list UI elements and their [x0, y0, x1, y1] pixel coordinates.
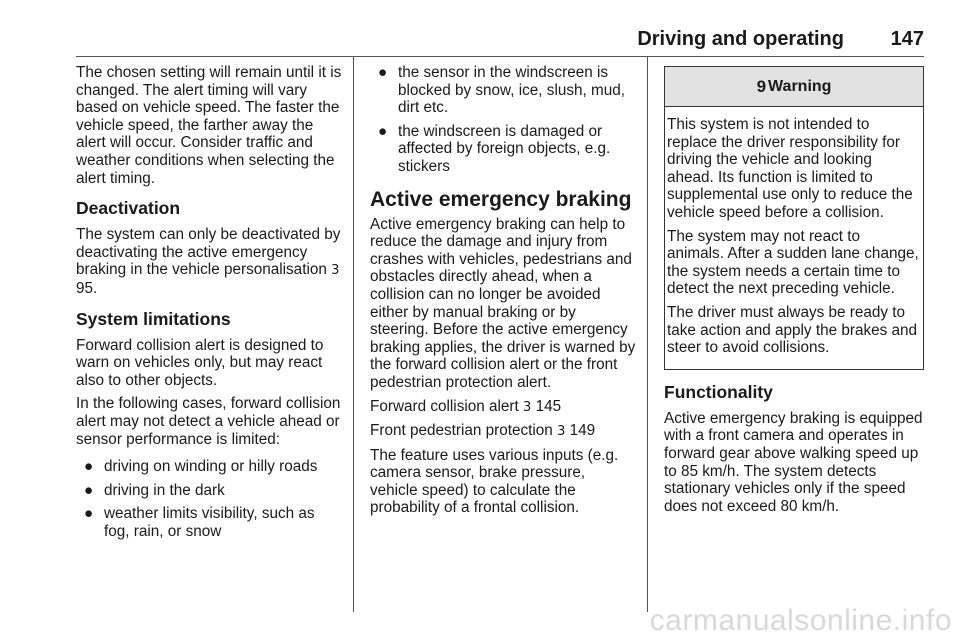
list-item: ● driving in the dark: [84, 481, 225, 499]
deactivation-paragraph: [76, 226, 344, 297]
list-item: ● weather limits visibility, such as fog, rain, or snow: [84, 505, 315, 540]
warning-box: [664, 66, 924, 370]
page-header: [76, 28, 924, 52]
page-title: Driving and operating: [637, 28, 844, 50]
warning-body: [665, 107, 923, 369]
list-item: ● driving on winding or hilly roads: [84, 458, 318, 476]
warning-paragraph-1: This system is not intended to replace the driver responsibility for driving the vehicle and looking ahead. Its function is limited to supplemental use only to reduce the vehicle speed before a collision.: [667, 116, 913, 221]
page-reference-icon: 3: [331, 263, 340, 279]
header-rule: [76, 56, 924, 57]
warning-header: [665, 67, 923, 107]
watermark-text: carmanualsonline.info: [649, 604, 952, 637]
intro-paragraph: The chosen setting will remain until it is changed. The alert timing will vary based on vehicle speed. The faster the vehicle speed, the farther away the alert will occur. Consider traffic and weather conditions when selecting the alert timing.: [76, 64, 342, 187]
functionality-paragraph: Active emergency braking is equipped with a front camera and operates in forward gear above walking speed up to 85 km/h. The system detects stationary vehicles only if the speed does not exceed 80 km/h.: [664, 409, 923, 515]
heading-active-emergency-braking: Active emergency braking: [370, 187, 632, 211]
page-number: 147: [890, 28, 924, 50]
warning-paragraph-2: The system may not react to animals. After a sudden lane change, the system needs a certain time to detect the next preceding vehicle.: [667, 227, 919, 298]
bullet-icon: ●: [378, 64, 388, 81]
column-divider-2: [647, 56, 648, 612]
inputs-paragraph: The feature uses various inputs (e.g. camera sensor, brake pressure, vehicle speed) to calculate the probability of a frontal collision.: [370, 446, 619, 517]
page-reference-icon: 3: [523, 399, 532, 415]
bullet-icon: ●: [84, 481, 94, 499]
heading-functionality: Functionality: [664, 381, 773, 402]
deactivation-text: The system can only be deactivated by deactivating the active emergency braking in the vehicle personalisation: [76, 226, 341, 279]
list-item: ● the windscreen is damaged or affected by foreign objects, e.g. stickers: [378, 122, 611, 175]
page-reference-icon: 3: [557, 424, 566, 440]
warning-paragraph-3: The driver must always be ready to take action and apply the brakes and steer to avoid collisions.: [667, 303, 918, 357]
deactivation-page-ref[interactable]: 95.: [76, 279, 98, 297]
bullet-icon: ●: [84, 458, 94, 476]
limitations-paragraph-2: In the following cases, forward collision alert may not detect a vehicle ahead or sensor performance is limited:: [76, 395, 341, 448]
reference-forward-collision-alert: Forward collision alert 3 145: [370, 397, 562, 415]
column-1: [76, 64, 344, 546]
reference-front-pedestrian-protection: Front pedestrian protection 3 149: [370, 422, 596, 440]
limitations-paragraph-1: Forward collision alert is designed to warn on vehicles only, but may react also to other objects.: [76, 336, 324, 389]
column-2: [370, 64, 636, 523]
page-ref-149[interactable]: 149: [569, 422, 596, 440]
warning-title: Warning: [768, 77, 832, 95]
aeb-paragraph: Active emergency braking can help to reduce the damage and injury from crashes with vehicles, pedestrians and obstacles directly ahead, when a collision can no longer be avoided either by manual braking or by steering. Before the active emergency braking applies, the driver is warned by the forward collision alert or the front pedestrian protection alert.: [370, 215, 636, 391]
list-item: ● the sensor in the windscreen is blocked by snow, ice, slush, mud, dirt etc.: [378, 64, 626, 117]
heading-deactivation: Deactivation: [76, 198, 181, 219]
bullet-icon: ●: [378, 122, 388, 140]
column-divider-1: [353, 56, 354, 612]
heading-system-limitations: System limitations: [76, 308, 231, 329]
sensor-list: [370, 64, 636, 176]
column-3: [664, 64, 924, 521]
warning-triangle-icon: 9: [756, 76, 767, 96]
limitations-list: [76, 458, 344, 540]
page-ref-145[interactable]: 145: [535, 397, 562, 415]
bullet-icon: ●: [84, 505, 94, 523]
